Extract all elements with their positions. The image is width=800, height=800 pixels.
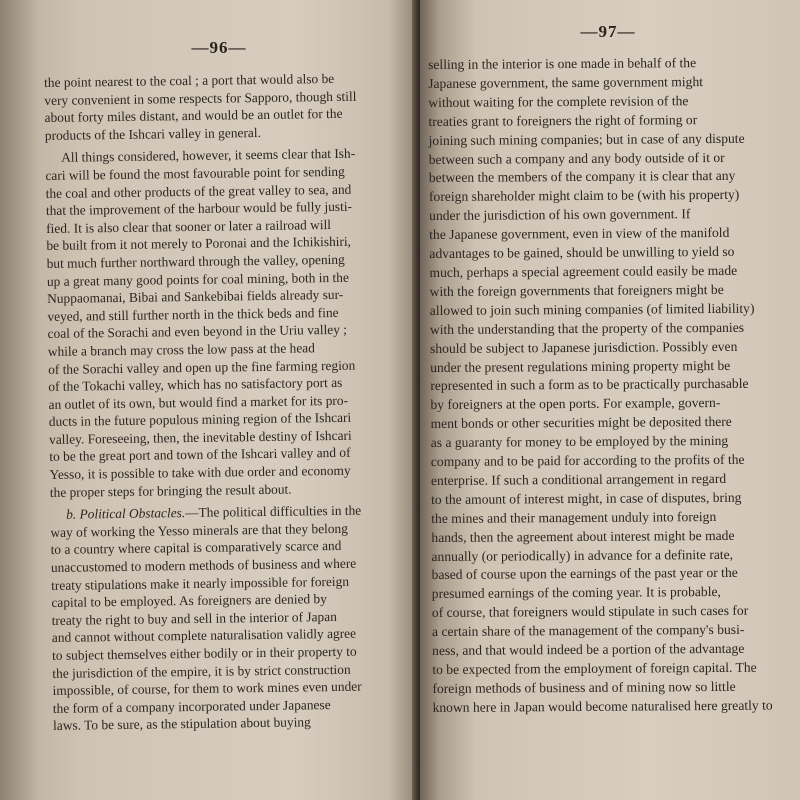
text-line: ment bonds or other securities might be deposited there (430, 414, 732, 432)
text-line: the mines and their management unduly into foreign (431, 508, 717, 526)
text-line: Nuppaomanai, Bibai and Sankebibai fields already sur- (47, 286, 344, 307)
text-line: under the jurisdiction of his own government. If (429, 206, 691, 224)
text-line: about forty miles distant, and would be an outlet for the (44, 106, 343, 126)
text-line: presumed earnings of the coming year. It is probable, (431, 584, 721, 602)
right-page-body (428, 53, 793, 717)
text-line: enterprise. If such a conditional arrangement in regard (430, 470, 727, 488)
text-line: ducts in the future populous mining region of the Ishcari (48, 410, 352, 430)
text-line: ness, and that would indeed be a portion of the advantage (432, 640, 745, 659)
text-line: treaty the right to buy and sell in the interior of Japan (51, 608, 337, 628)
text-line: the proper steps for bringing the result about. (49, 481, 292, 500)
text-line: way of working the Yesso minerals are that they belong (50, 520, 348, 540)
left-paragraph-2 (45, 144, 400, 501)
left-paragraph-1 (44, 69, 395, 144)
text-line: but much further northward through the valley, opening (46, 251, 345, 271)
text-line: with the understanding that the property of the companies (429, 319, 745, 337)
text-line: treaties grant to foreigners the right of forming or (428, 111, 698, 129)
text-line: selling in the interior is one made in behalf of the (428, 55, 697, 72)
text-line: foreign shareholder might claim to be (with his property) (428, 187, 740, 205)
text-line: between such a company and any body outside of it or (428, 149, 725, 167)
text-line: to a country where capital is comparatively scarce and (50, 538, 342, 558)
text-line: veyed, and still further north in the thick beds and fine (47, 304, 339, 324)
text-line: All things considered, however, it seems clear that Ish- (61, 146, 356, 166)
text-line: with the foreign governments that foreigners might be (429, 281, 724, 299)
text-line: should be subject to Japanese jurisdiction. Possibly even (429, 338, 738, 356)
text-line: capital to be employed. As foreigners are denied by (51, 591, 327, 611)
text-line: to be the great port and town of the Ishcari valley and of (49, 445, 351, 465)
text-line: impossible, of course, for them to work mines even under (52, 678, 362, 699)
section-heading: b. Political Obstacles. (66, 505, 186, 522)
text-line: between the members of the company it is clear that any (428, 168, 736, 186)
text-line: that the improvement of the harbour would be fully justi- (45, 198, 353, 219)
text-line: based of course upon the earnings of the past year or the (431, 565, 738, 583)
text-line: products of the Ishcari valley in general. (44, 124, 261, 143)
text-line: unaccustomed to modern methods of business and where (50, 555, 357, 575)
text-line: very convenient in some respects for Sapporo, though still (44, 88, 357, 108)
text-line: hands, then the agreement about interest might be made (431, 527, 735, 545)
text-line: the point nearest to the coal ; a port that would also be (44, 70, 335, 90)
text-line: known here in Japan would become naturalised here greatly to (432, 697, 773, 715)
text-line: to the amount of interest might, in case of disputes, bring (431, 489, 742, 507)
text-line: by foreigners at the open ports. For example, govern- (430, 395, 721, 413)
text-line: much, perhaps a special agreement could easily be made (429, 262, 738, 280)
text-line: Yesso, it is possible to take with due order and economy (49, 462, 351, 483)
text-line: Japanese government, the same government might (428, 73, 704, 91)
text-line: valley. Foreseeing, then, the inevitable destiny of Ishcari (48, 427, 352, 447)
text-line: to subject themselves either bodily or in their property to (52, 643, 357, 663)
text-line: foreign methods of business and of mining now so little (432, 678, 736, 696)
text-line: company and to be paid for according to the profits of the (430, 451, 745, 470)
text-line: an outlet of its own, but would find a market for its pro- (48, 392, 349, 412)
text-line: joining such mining companies; but in case of any dispute (428, 130, 745, 148)
text-line: allowed to join such mining companies (of limited liability) (429, 300, 755, 318)
text-line: fied. It is also clear that sooner or later a railroad will (46, 216, 332, 236)
page-edge-shadow (0, 0, 40, 800)
text-line: of course, that foreigners would stipulate in such cases for (431, 603, 749, 621)
text-line: the form of a company incorporated under Japanese (52, 696, 331, 716)
text-line: without waiting for the complete revision of the (428, 92, 689, 110)
text-line-rest: —The political difficulties in the (185, 502, 362, 521)
text-line: represented in such a form as to be practically purchasable (430, 376, 749, 394)
right-page-number: —97— (580, 22, 636, 41)
text-line: a certain share of the management of the company's busi- (431, 621, 745, 640)
text-line: coal of the Sorachi and even beyond in the Uriu valley ; (47, 322, 348, 342)
text-line: to be expected from the employment of foreign capital. The (432, 659, 757, 677)
left-page-body (44, 69, 403, 735)
text-line: and cannot without complete naturalisation validly agree (51, 626, 357, 646)
text-line: advantages to be gained, should be unwilling to yield so (429, 243, 735, 262)
text-line: treaty stipulations make it nearly impossible for foreign (51, 573, 350, 593)
left-page-number: —96— (191, 38, 247, 57)
text-line: while a branch may cross the low pass at the head (47, 340, 315, 359)
text-line: laws. To be sure, as the stipulation about buying (52, 714, 311, 734)
text-line: be built from it not merely to Poronai and the Ichikishiri, (46, 234, 352, 254)
text-line: cari will be found the most favourable point for sending (45, 163, 345, 183)
left-paragraph-3 (50, 501, 403, 735)
text-line: up a great many good points for coal mining, both in the (46, 269, 349, 289)
right-paragraph (428, 53, 793, 717)
right-page (420, 0, 800, 800)
text-line: the jurisdiction of the empire, it is by strict construction (52, 661, 351, 681)
text-line: annually (or periodically) in advance for a definite rate, (431, 546, 734, 564)
text-line: as a guaranty for money to be employed by the mining (430, 433, 729, 451)
text-line: of the Tokachi valley, which has no satisfactory port as (48, 374, 343, 395)
text-line: the coal and other products of the great valley to sea, and (45, 181, 352, 201)
text-line: of the Sorachi valley and open up the fine farming region (48, 357, 356, 377)
text-line: under the present regulations mining property might be (430, 357, 731, 375)
text-line: the Japanese government, even in view of the manifold (429, 225, 730, 243)
